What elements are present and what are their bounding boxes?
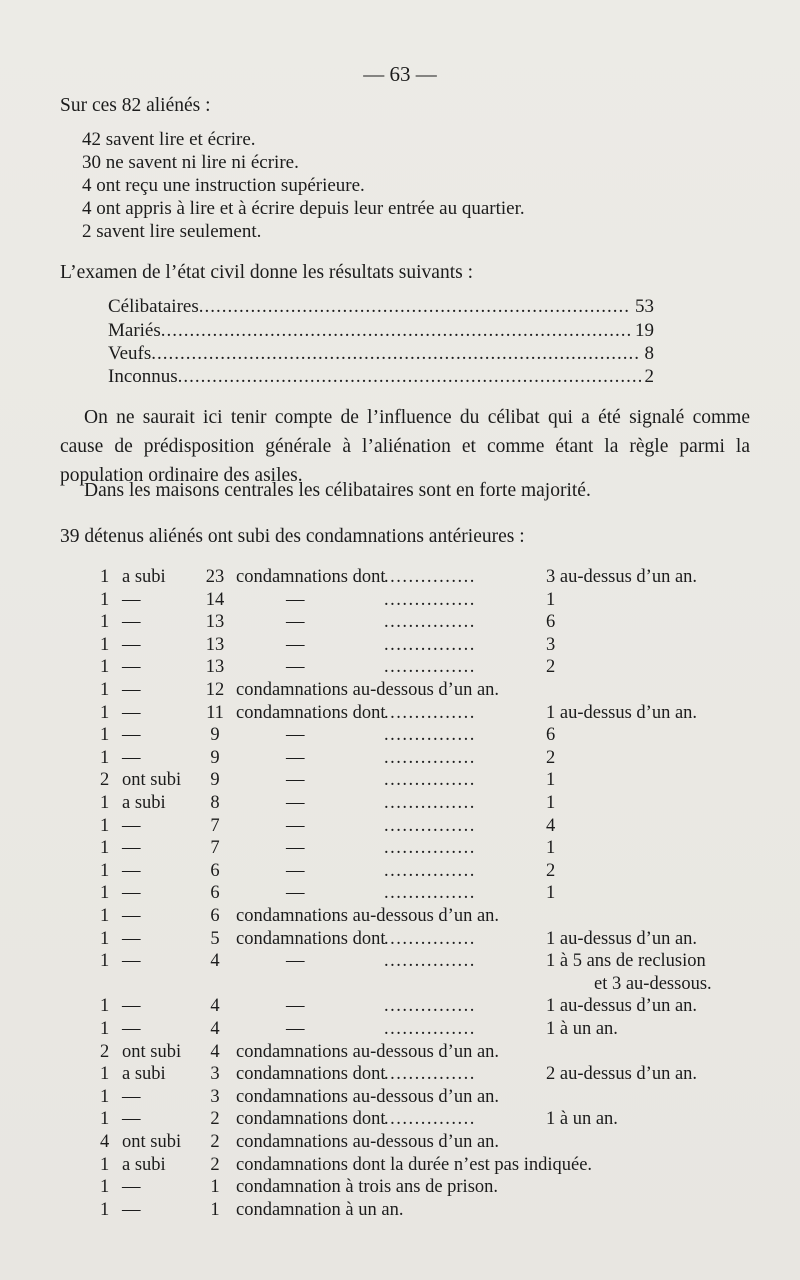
conviction-result: 1 à un an. [546,1109,618,1130]
leader-dots: ............... [384,747,476,768]
detainee-count: 1 [100,634,110,655]
conviction-count: 13 [205,634,225,655]
conviction-row [0,905,800,927]
conviction-count: 9 [210,725,220,746]
leader-dots: ............... [384,1019,476,1039]
conviction-row [0,634,800,656]
civil-label: Mariés [108,320,161,341]
leader-dots: ............... [384,860,476,881]
conviction-result: 1 au-dessus d’un an. [546,996,698,1017]
ditto-dash: — [286,747,305,768]
detainee-count: 1 [100,906,110,926]
conviction-row [0,1041,800,1063]
conviction-row [0,566,800,588]
intro-item: 4 ont reçu une instruction supérieure. [82,175,365,196]
detainee-count: 1 [100,883,110,904]
conviction-result: 4 [546,815,556,836]
page-number: — 63 — [363,62,437,86]
verb: a subi [122,1064,166,1085]
verb: — [122,838,141,859]
conviction-result: 3 [546,634,556,655]
ditto-dash: — [286,770,305,791]
civil-label: Veufs [108,343,152,364]
leader-dots: ............... [384,996,476,1017]
conviction-result: 1 [546,770,556,791]
detainee-count: 1 [100,567,110,587]
conviction-count: 4 [210,1019,220,1039]
ditto-dash: — [286,996,305,1017]
detainee-count: 2 [100,1041,110,1062]
conviction-row [0,792,800,814]
detainee-count: 4 [100,1132,110,1152]
conviction-row [0,611,800,633]
intro-item: 42 savent lire et écrire. [82,129,256,150]
conviction-row [0,679,800,701]
verb: — [122,1199,141,1220]
detainee-count: 1 [100,657,110,678]
detainee-count: 1 [100,589,110,610]
detainee-count: 1 [100,1019,110,1039]
verb: — [122,725,141,746]
conviction-row [0,950,800,972]
detainee-count: 1 [100,612,110,633]
leader-dots: ............... [384,883,476,904]
conviction-count: 13 [205,657,225,678]
civil-value: 2 [644,366,654,387]
paragraph: Dans les maisons centrales les célibataires sont en forte majorité. [84,480,591,501]
conviction-result: 2 [546,657,556,678]
ditto-dash: — [286,634,305,655]
conviction-row [0,1131,800,1153]
ditto-dash: — [286,612,305,633]
conviction-row [0,1199,800,1221]
conviction-count: 2 [210,1154,220,1175]
verb: — [122,883,141,904]
conviction-text: condamnations dont [236,567,386,587]
conviction-row [0,656,800,678]
conviction-row [0,724,800,746]
leader-dots: ............... [384,702,476,723]
verb: — [122,860,141,881]
conviction-count: 13 [205,612,225,633]
conviction-text: condamnations au-dessous d’un an. [236,1086,500,1107]
civil-label: Inconnus [108,366,178,387]
leader-dots: ............... [384,838,476,859]
conviction-row [0,702,800,724]
conviction-result: 1 [546,589,556,610]
conviction-count: 8 [210,793,220,813]
conviction-text: condamnations dont [236,1064,386,1085]
conviction-row [0,1086,800,1108]
detainee-count: 1 [100,702,110,723]
leader-dots: ............... [384,951,476,972]
verb: — [122,906,141,926]
verb: — [122,996,141,1017]
verb: — [122,1019,141,1039]
conviction-row [0,815,800,837]
conviction-text: condamnations dont la durée n’est pas indiquée. [236,1154,593,1175]
paragraph: On ne saurait ici tenir compte de l’influence du célibat qui a été signalé comme cause de prédisposition générale à l’aliénation et comme étant la règle parmi la population ordinaire des asiles. [60,407,750,486]
detainee-count: 1 [100,1199,110,1220]
verb: a subi [122,567,166,587]
leader-dots: ............... [384,1109,476,1130]
conviction-count: 9 [210,770,220,791]
detainee-count: 1 [100,680,110,700]
civil-heading: L’examen de l’état civil donne les résultats suivants : [60,262,474,283]
conviction-row [0,589,800,611]
conviction-result: 1 à un an. [546,1019,618,1039]
verb: — [122,747,141,768]
conviction-result: 1 au-dessus d’un an. [546,928,698,949]
verb: a subi [122,793,166,813]
intro-item: 2 savent lire seulement. [82,221,262,242]
intro-item: 30 ne savent ni lire ni écrire. [82,152,299,173]
leader-dots: ............... [384,634,476,655]
conviction-row [0,837,800,859]
ditto-dash: — [286,951,305,972]
verb: ont subi [122,1041,182,1062]
conviction-result: 1 à 5 ans de reclusion [546,951,706,972]
conviction-result: 3 au-dessus d’un an. [546,567,698,587]
conviction-result: 6 [546,612,556,633]
conviction-text: condamnations dont [236,1109,386,1130]
intro-heading: Sur ces 82 aliénés : [60,95,211,116]
leader-dots [199,296,631,318]
conviction-text: condamnations au-dessous d’un an. [236,1132,500,1152]
civil-row [108,343,654,365]
verb: — [122,815,141,836]
conviction-text: condamnations dont [236,928,386,949]
verb: a subi [122,1154,166,1175]
conviction-result: 1 [546,793,556,813]
conviction-count: 7 [210,838,220,859]
leader-dots: ............... [384,657,476,678]
detainee-count: 1 [100,725,110,746]
conviction-count: 3 [210,1064,220,1085]
conviction-count: 12 [205,680,225,700]
detainee-count: 1 [100,1109,110,1130]
leader-dots: ............... [384,793,476,813]
verb: — [122,680,141,700]
ditto-dash: — [286,725,305,746]
conviction-text: condamnation à trois ans de prison. [236,1177,499,1198]
leader-dots [178,366,641,388]
civil-value: 8 [644,343,654,364]
conviction-count: 4 [210,951,220,972]
leader-dots [151,343,640,365]
civil-row [108,320,654,342]
detainee-count: 1 [100,996,110,1017]
ditto-dash: — [286,838,305,859]
verb: ont subi [122,770,182,791]
conviction-result: 2 au-dessus d’un an. [546,1064,698,1085]
detainee-count: 1 [100,747,110,768]
conviction-text: condamnations au-dessous d’un an. [236,1041,500,1062]
ditto-dash: — [286,860,305,881]
result-continuation: et 3 au-dessous. [594,973,712,994]
detainee-count: 1 [100,928,110,949]
conviction-count: 14 [205,589,225,610]
conviction-count: 1 [210,1199,220,1220]
convictions-heading: 39 détenus aliénés ont subi des condamnations antérieures : [60,526,525,547]
conviction-count: 23 [205,567,225,587]
conviction-count: 1 [210,1177,220,1198]
civil-value: 19 [635,320,654,341]
leader-dots [161,320,631,342]
conviction-count: 9 [210,747,220,768]
conviction-row [0,747,800,769]
conviction-count: 2 [210,1109,220,1130]
conviction-text: condamnation à un an. [236,1199,404,1220]
leader-dots: ............... [384,725,476,746]
verb: — [122,702,141,723]
verb: — [122,1086,141,1107]
conviction-result: 1 [546,883,556,904]
conviction-row [0,928,800,950]
conviction-row [0,1176,800,1198]
verb: — [122,1109,141,1130]
conviction-count: 6 [210,883,220,904]
ditto-dash: — [286,657,305,678]
conviction-row-continuation [0,973,800,995]
conviction-result: 1 au-dessus d’un an. [546,702,698,723]
conviction-row [0,1108,800,1130]
intro-item: 4 ont appris à lire et à écrire depuis leur entrée au quartier. [82,198,525,219]
ditto-dash: — [286,793,305,813]
verb: — [122,589,141,610]
detainee-count: 1 [100,1064,110,1085]
conviction-row [0,882,800,904]
detainee-count: 1 [100,793,110,813]
conviction-row [0,1018,800,1040]
leader-dots: ............... [384,567,476,587]
conviction-result: 2 [546,860,556,881]
civil-row [108,366,654,388]
conviction-row [0,1063,800,1085]
leader-dots: ............... [384,928,476,949]
conviction-text: condamnations au-dessous d’un an. [236,680,500,700]
detainee-count: 1 [100,860,110,881]
conviction-count: 5 [210,928,220,949]
detainee-count: 1 [100,1086,110,1107]
detainee-count: 1 [100,838,110,859]
conviction-text: condamnations au-dessous d’un an. [236,906,500,926]
conviction-result: 1 [546,838,556,859]
conviction-count: 6 [210,860,220,881]
ditto-dash: — [286,589,305,610]
detainee-count: 1 [100,815,110,836]
conviction-count: 4 [210,996,220,1017]
verb: — [122,657,141,678]
civil-row [108,296,654,318]
ditto-dash: — [286,1019,305,1039]
verb: — [122,1177,141,1198]
leader-dots: ............... [384,589,476,610]
conviction-count: 6 [210,906,220,926]
leader-dots: ............... [384,770,476,791]
conviction-row [0,769,800,791]
leader-dots: ............... [384,1064,476,1085]
ditto-dash: — [286,815,305,836]
conviction-count: 7 [210,815,220,836]
detainee-count: 2 [100,770,110,791]
ditto-dash: — [286,883,305,904]
verb: — [122,612,141,633]
detainee-count: 1 [100,1154,110,1175]
conviction-result: 2 [546,747,556,768]
verb: — [122,634,141,655]
verb: — [122,928,141,949]
conviction-row [0,995,800,1017]
verb: — [122,951,141,972]
conviction-text: condamnations dont [236,702,386,723]
conviction-row [0,1154,800,1176]
detainee-count: 1 [100,951,110,972]
conviction-count: 2 [210,1132,220,1152]
conviction-row [0,860,800,882]
verb: ont subi [122,1132,182,1152]
conviction-count: 3 [210,1086,220,1107]
conviction-count: 11 [206,702,224,723]
conviction-count: 4 [210,1041,220,1062]
conviction-result: 6 [546,725,556,746]
civil-value: 53 [635,296,654,317]
detainee-count: 1 [100,1177,110,1198]
civil-label: Célibataires [108,296,199,317]
leader-dots: ............... [384,815,476,836]
leader-dots: ............... [384,612,476,633]
